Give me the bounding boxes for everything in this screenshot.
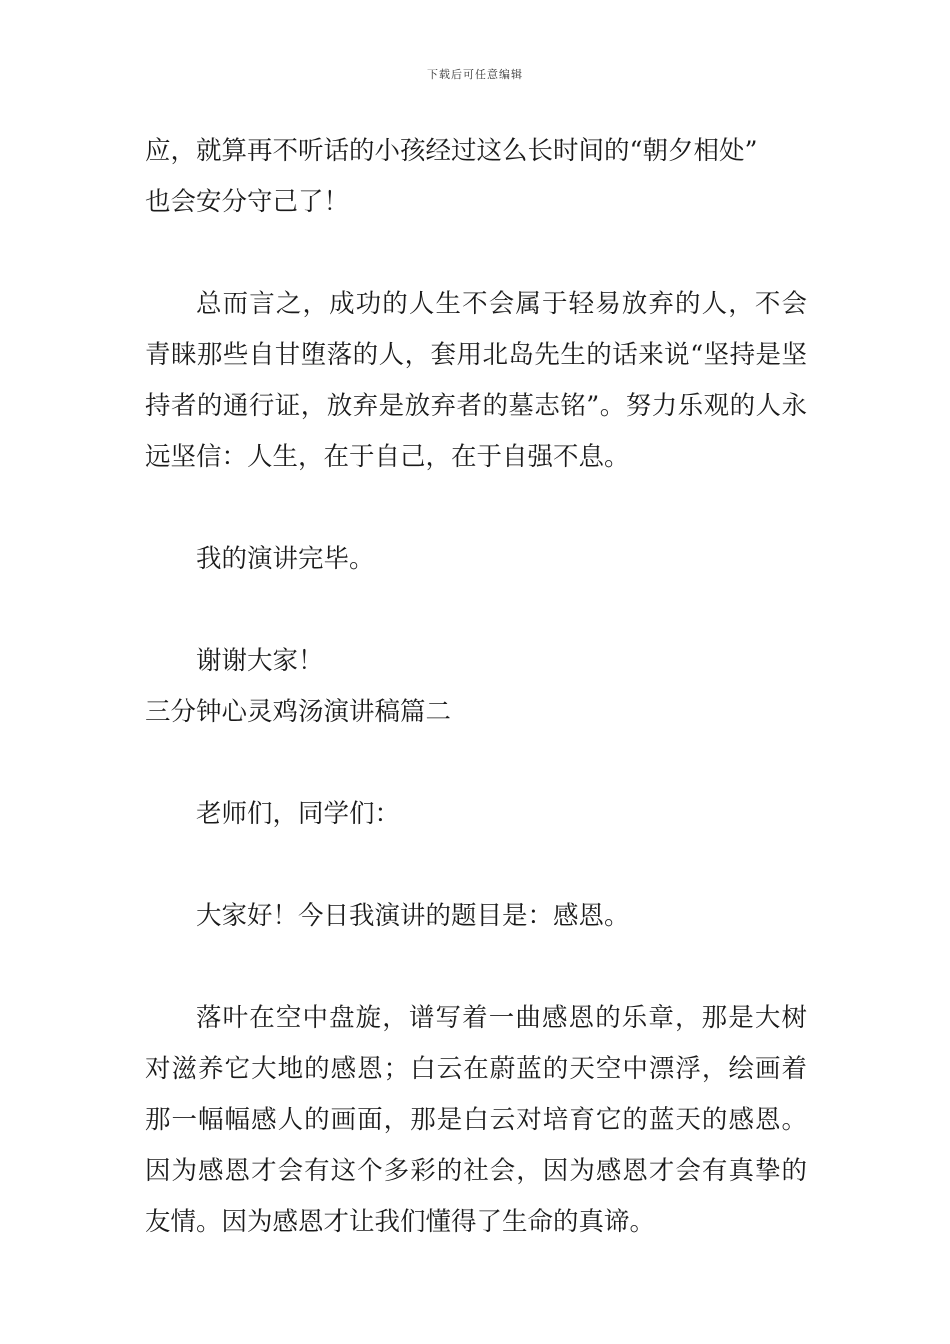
paragraph-gap bbox=[145, 228, 807, 279]
paragraph-salutation: 老师们，同学们： bbox=[196, 799, 401, 829]
paragraph-gap bbox=[145, 942, 807, 993]
paragraph-gap bbox=[145, 738, 807, 789]
paragraph-gap bbox=[145, 585, 807, 636]
paragraph-conclusion: 总而言之，成功的人生不会属于轻易放弃的人，不会青睐那些自甘堕落的人，套用北岛先生的话来说“坚持是坚持者的通行证，放弃是放弃者的墓志铭”。努力乐观的人永远坚信：人生，在于自己，在于自强不息。 bbox=[145, 289, 807, 472]
paragraph-gratitude: 落叶在空中盘旋，谱写着一曲感恩的乐章，那是大树对滋养它大地的感恩；白云在蔚蓝的天空中漂浮，绘画着那一幅幅感人的画面，那是白云对培育它的蓝天的感恩。因为感恩才会有这个多彩的社会，因为感恩才会有真挚的友情。因为感恩才让我们懂得了生命的真谛。 bbox=[145, 1003, 807, 1237]
document-body bbox=[145, 126, 807, 1248]
paragraph-gap bbox=[145, 840, 807, 891]
paragraph-thanks: 谢谢大家！ bbox=[196, 646, 324, 676]
paragraph-greeting: 大家好！今日我演讲的题目是：感恩。 bbox=[196, 901, 630, 931]
section-title: 三分钟心灵鸡汤演讲稿篇二 bbox=[145, 697, 452, 727]
paragraph-gap bbox=[145, 483, 807, 534]
paragraph-speech-end: 我的演讲完毕。 bbox=[196, 544, 375, 574]
header-note: 下载后可任意编辑 bbox=[427, 68, 523, 81]
paragraph-continued-line-1: 应，就算再不听话的小孩经过这么长时间的“朝夕相处” bbox=[145, 136, 758, 166]
paragraph-continued-line-2: 也会安分守己了！ bbox=[145, 187, 350, 217]
